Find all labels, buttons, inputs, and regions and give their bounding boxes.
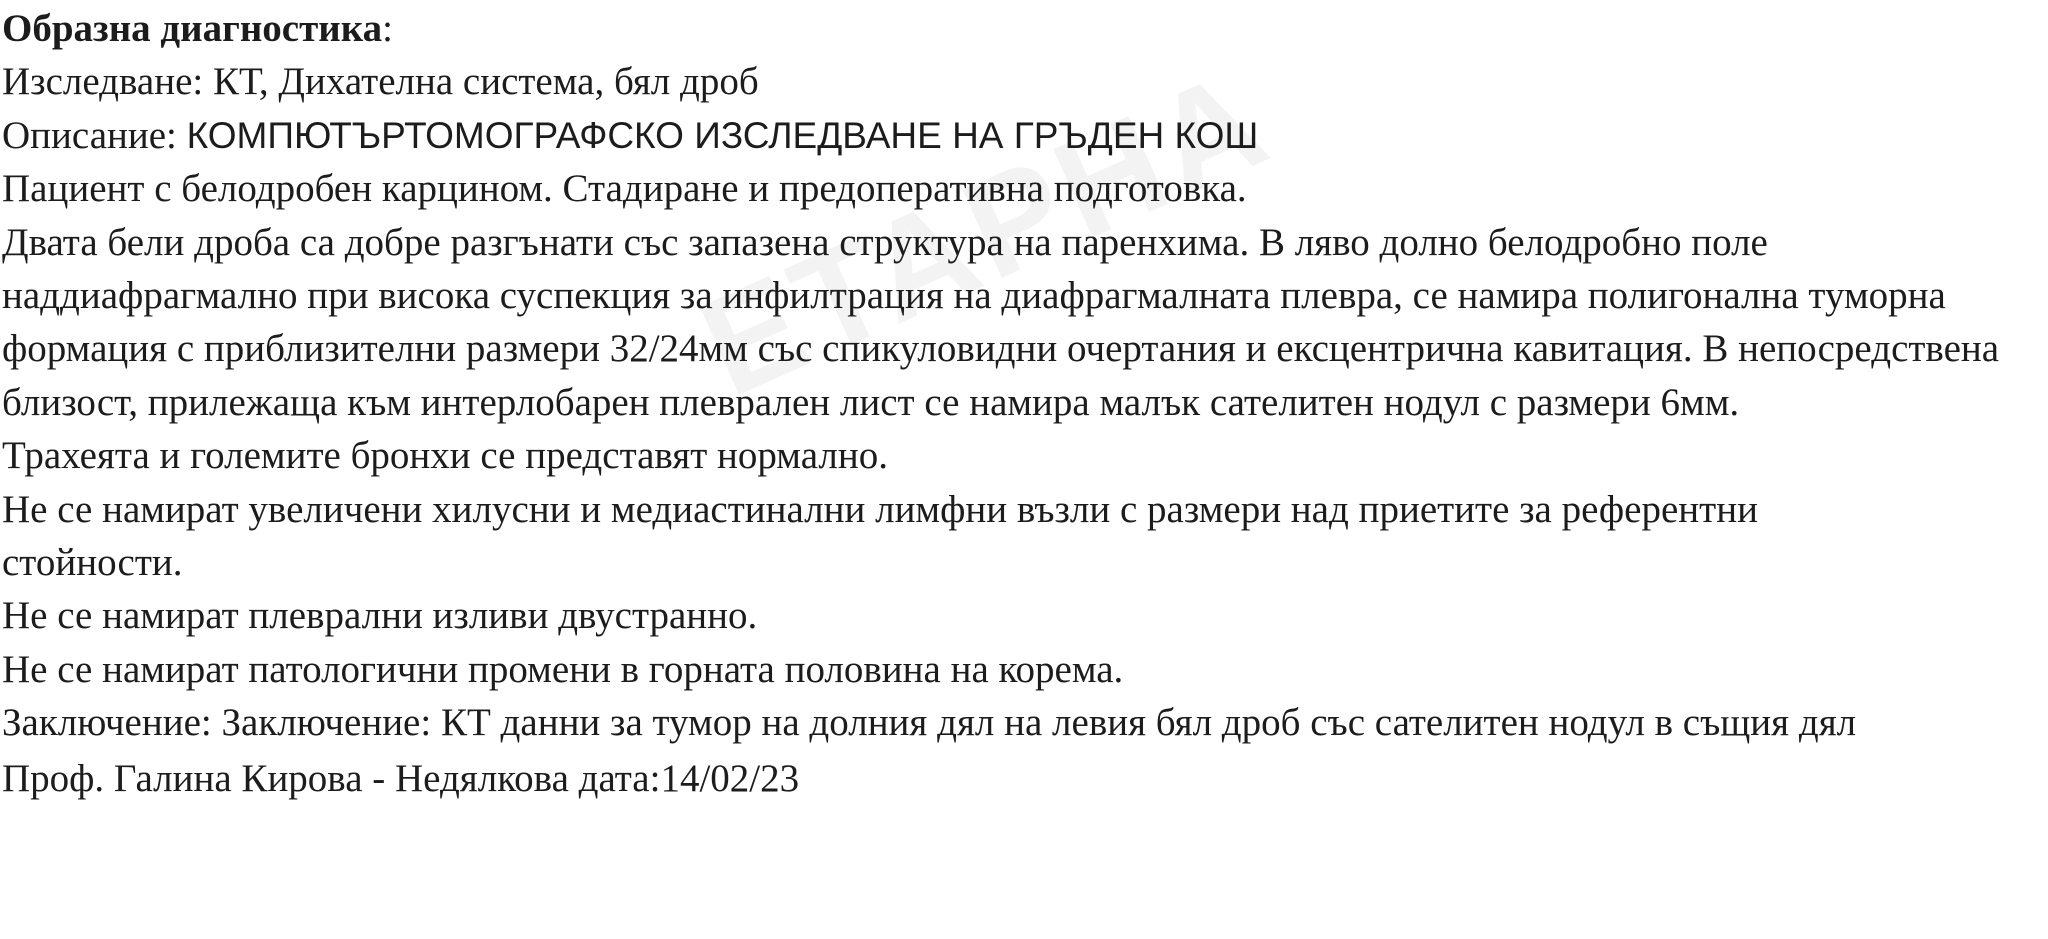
description-line [2, 109, 2042, 162]
signature-line: Проф. Галина Кирова - Недялкова дата:14/02/23 [2, 756, 800, 800]
trachea-line: Трахеята и големите бронхи се представят нормално. [2, 434, 888, 478]
section-heading-colon: : [382, 7, 393, 50]
findings-paragraph: Двата бели дроба са добре разгънати със запазена структура на паренхима. В ляво долно белодробно поле наддиафрагмално при висока суспекция за инфилтрация на диафрагмалната плевра, се намира полигонална туморна формация с приблизителни размери 32/24мм със спикуловидни очертания и ексцентрична кавитация. В непосредствена близост, прилежаща към интерлобарен плеврален лист се намира малък сателитен нодул с размери 6мм. [2, 220, 2000, 424]
section-heading-line [2, 2, 2042, 55]
abdomen-line: Не се намират патологични промени в горната половина на корема. [2, 647, 1124, 691]
report-content [2, 2, 2042, 805]
study-line: Изследване: КТ, Дихателна система, бял дроб [2, 60, 759, 104]
description-title: КОМПЮТЪРТОМОГРАФСКО ИЗСЛЕДВАНЕ НА ГРЪДЕН КОШ [186, 114, 1259, 156]
conclusion-text: Заключение: КТ данни за тумор на долния дял на левия бял дроб със сателитен нодул в същия дял [221, 701, 1857, 745]
pleural-line: Не се намират плеврални изливи двустранно. [2, 594, 758, 638]
section-heading: Образна диагностика [2, 7, 383, 50]
conclusion-prefix: Заключение: [2, 701, 222, 745]
description-prefix: Описание: [2, 113, 187, 157]
indication-line: Пациент с белодробен карцином. Стадиране и предоперативна подготовка. [2, 167, 1247, 211]
lymph-nodes-paragraph: Не се намират увеличени хилусни и медиастинални лимфни възли с размери над приетите за референтни стойности. [2, 487, 1758, 584]
conclusion-paragraph [2, 696, 1992, 749]
